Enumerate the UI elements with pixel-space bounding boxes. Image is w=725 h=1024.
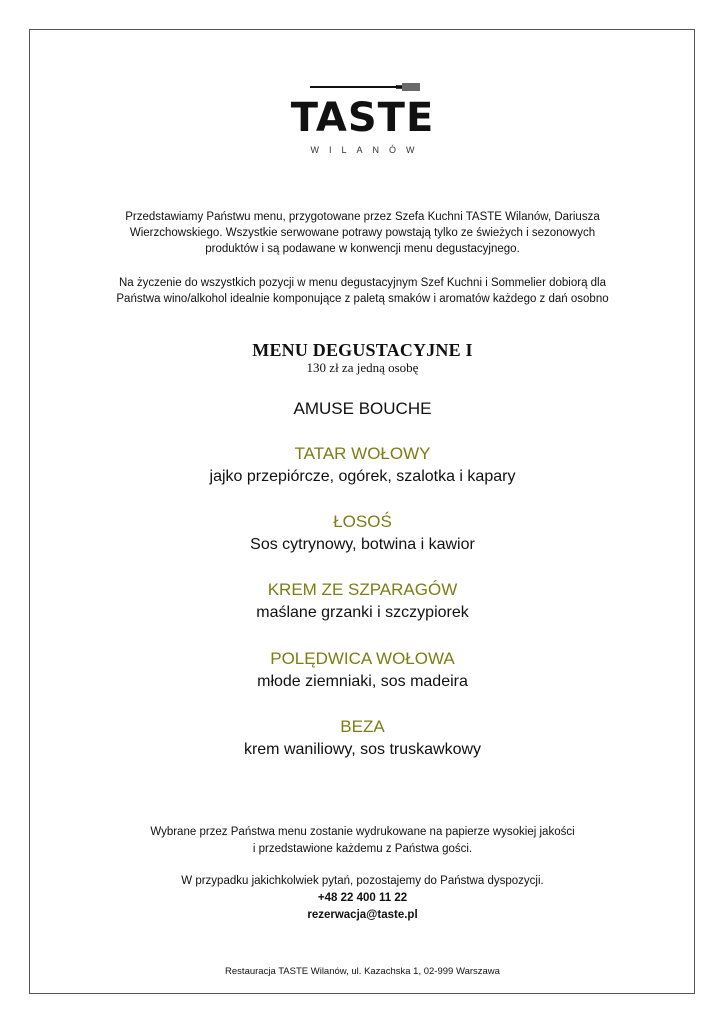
contact-block bbox=[0, 873, 725, 924]
course-description: jajko przepiórcze, ogórek, szalotka i kapary bbox=[209, 468, 516, 485]
course-name: TATAR WOŁOWY bbox=[294, 444, 431, 463]
intro-line: Państwa wino/alkohol idealnie komponujące z paletą smaków i aromatów każdego z dań osobno bbox=[116, 293, 609, 305]
intro-paragraph-wine bbox=[80, 275, 645, 307]
menu-price: 130 zł za jedną osobę bbox=[306, 360, 419, 375]
course-name: KREM ZE SZPARAGÓW bbox=[267, 580, 458, 599]
course-name: POLĘDWICA WOŁOWA bbox=[270, 649, 455, 668]
course-name: ŁOSOŚ bbox=[333, 512, 392, 531]
logo-subtitle: WILANÓW bbox=[310, 145, 425, 155]
menu-title: MENU DEGUSTACYJNE I bbox=[252, 340, 473, 360]
course-item bbox=[0, 579, 725, 624]
intro-line: Na życzenie do wszystkich pozycji w menu degustacyjnym Szef Kuchni i Sommelier dobiorą dla bbox=[118, 277, 607, 289]
course-description: maślane grzanki i szczypiorek bbox=[256, 604, 469, 621]
phone-number[interactable]: +48 22 400 11 22 bbox=[317, 892, 408, 904]
logo-title: TASTE bbox=[290, 95, 435, 141]
footer-line: Wybrane przez Państwa menu zostanie wydrukowane na papierze wysokiej jakości bbox=[150, 826, 575, 838]
footer-line: i przedstawione każdemu z Państwa gości. bbox=[252, 843, 473, 855]
footer-line: W przypadku jakichkolwiek pytań, pozostajemy do Państwa dyspozycji. bbox=[181, 875, 544, 887]
course-item bbox=[0, 648, 725, 693]
intro-paragraph bbox=[80, 209, 645, 257]
restaurant-address: Restauracja TASTE Wilanów, ul. Kazachska 1, 02-999 Warszawa bbox=[225, 966, 500, 977]
intro-line: produktów i są podawane w konwencji menu degustacyjnego. bbox=[205, 243, 520, 255]
course-item bbox=[0, 443, 725, 488]
course-description: Sos cytrynowy, botwina i kawior bbox=[250, 536, 475, 553]
intro-line: Przedstawiamy Państwu menu, przygotowane przez Szefa Kuchni TASTE Wilanów, Dariusza bbox=[125, 211, 600, 223]
course-name: BEZA bbox=[340, 717, 385, 736]
fork-icon bbox=[310, 82, 420, 92]
course-description: młode ziemniaki, sos madeira bbox=[257, 673, 468, 690]
email-link[interactable]: rezerwacja@taste.pl bbox=[307, 909, 418, 921]
intro-line: Wierzchowskiego. Wszystkie serwowane potrawy powstają tylko ze świeżych i sezonowych bbox=[129, 227, 596, 239]
course-item bbox=[0, 716, 725, 761]
course-description: krem waniliowy, sos truskawkowy bbox=[243, 741, 482, 758]
amuse-bouche: AMUSE BOUCHE bbox=[293, 399, 432, 418]
print-note bbox=[0, 824, 725, 858]
course-item bbox=[0, 511, 725, 556]
